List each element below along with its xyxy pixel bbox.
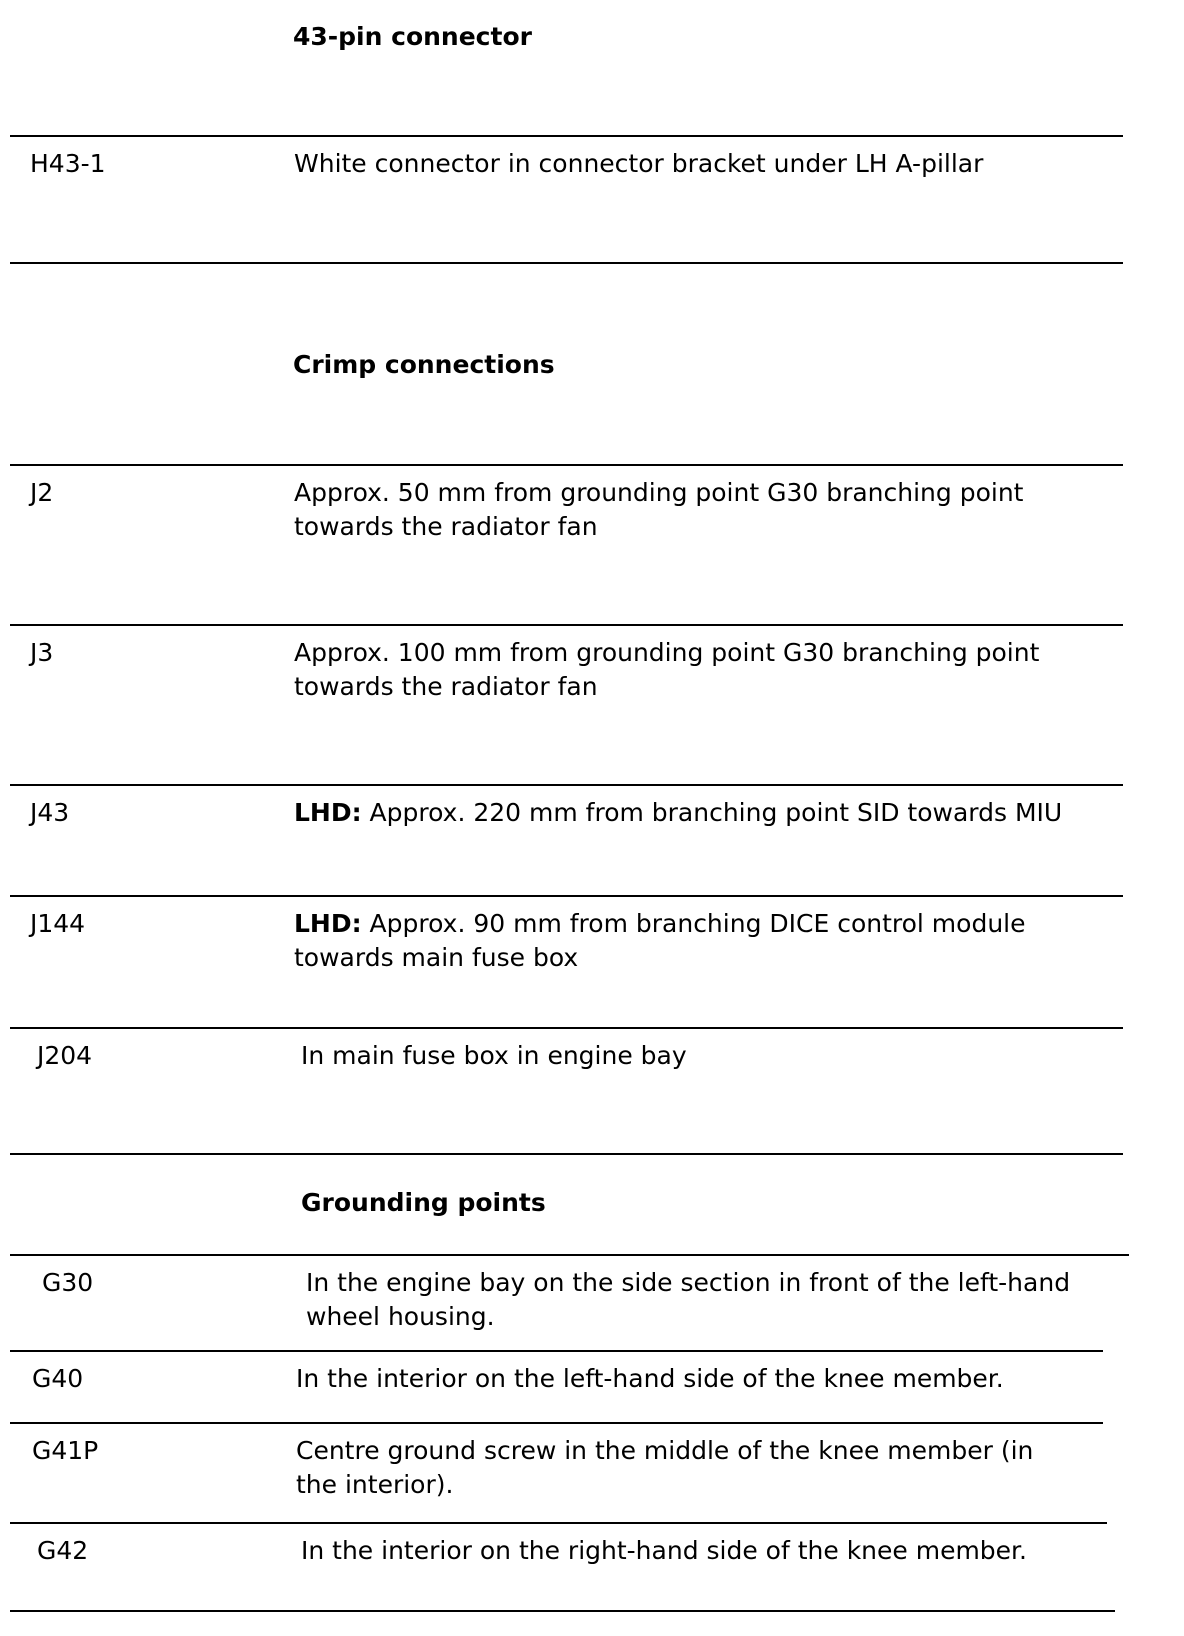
divider: [10, 895, 1123, 897]
row-text-g42: In the interior on the right-hand side of the knee member.: [301, 1536, 1027, 1565]
row-text-j204: In main fuse box in engine bay: [301, 1041, 687, 1070]
divider: [10, 624, 1123, 626]
row-text-j43: [294, 796, 1124, 830]
section-heading-43-pin-connector: 43-pin connector: [293, 22, 532, 51]
section-heading-crimp-connections: Crimp connections: [293, 350, 555, 379]
row-code-j204: J204: [37, 1041, 93, 1070]
row-text-j2: Approx. 50 mm from grounding point G30 branching point towards the radiator fan: [294, 478, 1024, 541]
row-code-j43: J43: [30, 798, 70, 827]
divider: [10, 1153, 1123, 1155]
lhd-label: LHD:: [294, 909, 362, 938]
divider: [10, 1350, 1103, 1352]
row-code-g40: G40: [32, 1364, 84, 1393]
divider: [10, 464, 1123, 466]
divider: [10, 135, 1123, 137]
divider: [10, 1422, 1103, 1424]
row-code-h43-1: H43-1: [30, 149, 106, 178]
row-code-g30: G30: [42, 1268, 94, 1297]
row-text-g40: In the interior on the left-hand side of the knee member.: [296, 1364, 1004, 1393]
row-text-j3: Approx. 100 mm from grounding point G30 branching point towards the radiator fan: [294, 638, 1040, 701]
row-code-j2: J2: [30, 478, 54, 507]
lhd-label: LHD:: [294, 798, 362, 827]
divider: [10, 1522, 1107, 1524]
divider: [10, 262, 1123, 264]
row-text-j144: [294, 907, 1074, 975]
row-code-j3: J3: [30, 638, 54, 667]
divider: [10, 1254, 1129, 1256]
divider: [10, 1027, 1123, 1029]
row-text-j144-body: Approx. 90 mm from branching DICE control module towards main fuse box: [294, 909, 1026, 972]
row-text-g41p: Centre ground screw in the middle of the knee member (in the interior).: [296, 1436, 1034, 1499]
section-heading-grounding-points: Grounding points: [301, 1188, 546, 1217]
row-code-j144: J144: [30, 909, 86, 938]
row-text-j43-body: Approx. 220 mm from branching point SID towards MIU: [361, 798, 1063, 827]
row-code-g42: G42: [37, 1536, 89, 1565]
divider: [10, 1610, 1115, 1612]
row-text-h43-1: White connector in connector bracket under LH A-pillar: [294, 149, 984, 178]
row-code-g41p: G41P: [32, 1436, 99, 1465]
row-text-g30: In the engine bay on the side section in front of the left-hand wheel housing.: [306, 1268, 1071, 1331]
divider: [10, 784, 1123, 786]
